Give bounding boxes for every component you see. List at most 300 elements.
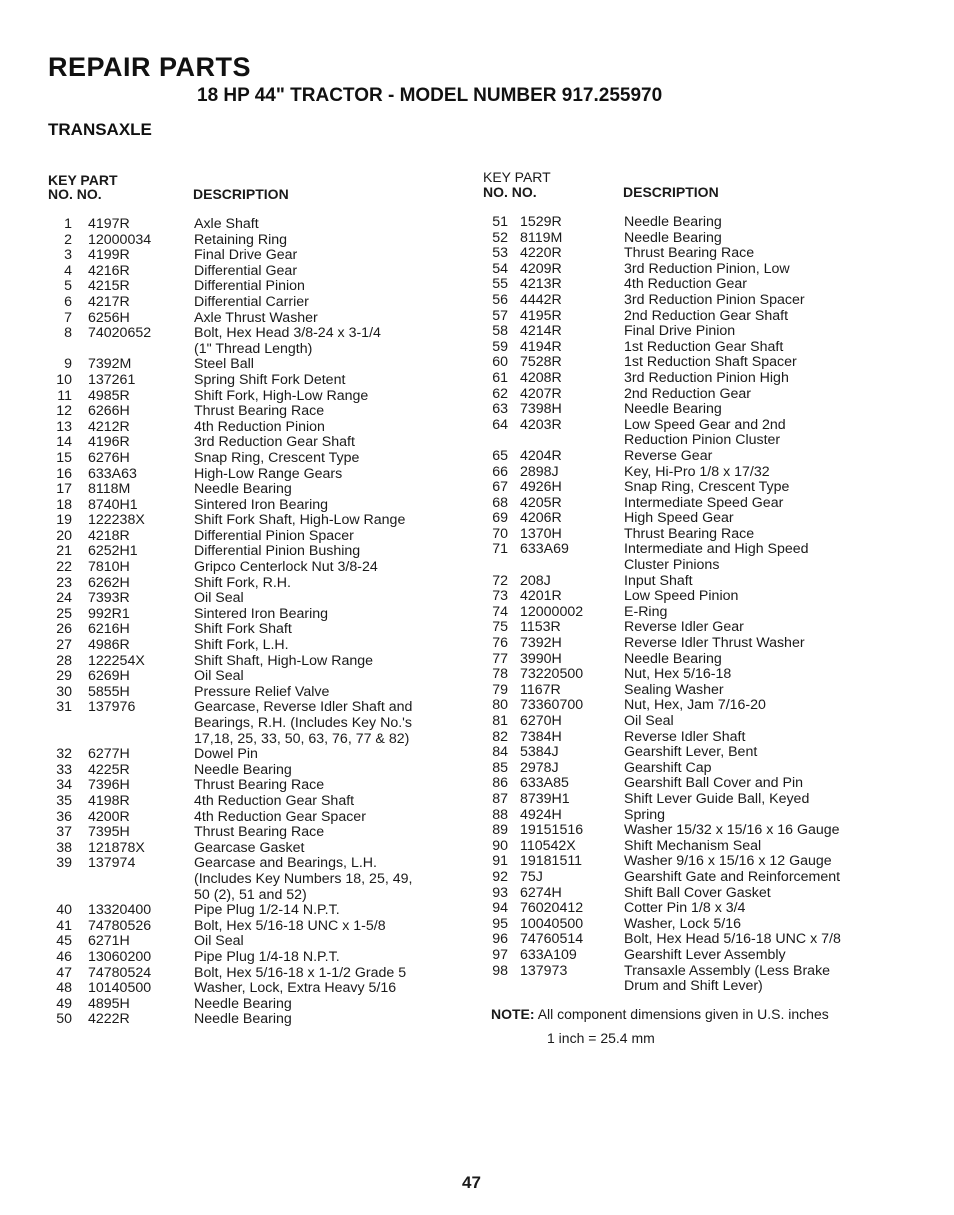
- parts-row-continuation: [477, 433, 954, 449]
- key-number: 78: [492, 666, 508, 683]
- part-description: Pressure Relief Valve: [194, 683, 330, 700]
- parts-row: [0, 217, 477, 233]
- part-description: Sintered Iron Bearing: [194, 605, 329, 622]
- key-number: 66: [492, 463, 508, 480]
- part-number: 6274H: [520, 884, 562, 901]
- key-number: 27: [56, 637, 72, 654]
- parts-row: [477, 620, 954, 636]
- part-number: 4196R: [88, 434, 130, 451]
- part-number: 4986R: [88, 637, 130, 654]
- part-number: 1370H: [520, 525, 562, 542]
- part-description: Nut, Hex 5/16-18: [624, 666, 732, 683]
- part-description: Gearcase and Bearings, L.H.: [194, 855, 377, 872]
- part-number: 4985R: [88, 387, 130, 404]
- part-description: Steel Ball: [194, 356, 254, 373]
- parts-row: [0, 420, 477, 436]
- key-number: 92: [492, 868, 508, 885]
- parts-row-continuation: [477, 979, 954, 995]
- key-number: 23: [56, 574, 72, 591]
- part-number: 4217R: [88, 293, 130, 310]
- part-number: 6216H: [88, 621, 130, 638]
- parts-row: [0, 482, 477, 498]
- part-description: Dowel Pin: [194, 746, 258, 763]
- parts-row: [477, 293, 954, 309]
- parts-row: [477, 231, 954, 247]
- part-description: Reverse Idler Gear: [624, 619, 744, 636]
- part-number: 74780524: [88, 964, 152, 981]
- parts-row: [0, 311, 477, 327]
- part-description: Shift Lever Guide Ball, Keyed: [624, 790, 810, 807]
- part-description: Axle Thrust Washer: [194, 309, 318, 326]
- part-number: 4194R: [520, 338, 562, 355]
- part-description: Low Speed Gear and 2nd: [624, 416, 786, 433]
- parts-row: [0, 981, 477, 997]
- parts-row: [0, 919, 477, 935]
- part-number: 137974: [88, 855, 136, 872]
- part-number: 5384J: [520, 744, 559, 761]
- part-description: Gearshift Cap: [624, 759, 712, 776]
- key-number: 65: [492, 447, 508, 464]
- parts-row: [477, 667, 954, 683]
- part-description: Thrust Bearing Race: [624, 245, 755, 262]
- part-description: Thrust Bearing Race: [624, 525, 755, 542]
- parts-row: [0, 810, 477, 826]
- parts-row: [477, 823, 954, 839]
- parts-row: [477, 745, 954, 761]
- note: [491, 1006, 829, 1022]
- parts-row: [477, 324, 954, 340]
- part-description: 3rd Reduction Pinion, Low: [624, 260, 790, 277]
- part-number: 137976: [88, 699, 136, 716]
- part-number: 8740H1: [88, 496, 138, 513]
- key-number: 35: [56, 792, 72, 809]
- part-description: 1st Reduction Gear Shaft: [624, 338, 784, 355]
- part-number: 4198R: [88, 792, 130, 809]
- parts-row: [0, 279, 477, 295]
- part-description: Needle Bearing: [624, 650, 722, 667]
- parts-row: [477, 808, 954, 824]
- part-description: Shift Fork, L.H.: [194, 637, 289, 654]
- key-number: 13: [56, 418, 72, 435]
- left-header-no-no: NO. NO.: [48, 186, 102, 202]
- part-description: Oil Seal: [194, 590, 244, 607]
- part-description: Shift Fork Shaft, High-Low Range: [194, 512, 406, 529]
- parts-row: [477, 792, 954, 808]
- part-number: 4206R: [520, 510, 562, 527]
- part-number: 4207R: [520, 385, 562, 402]
- parts-row: [0, 373, 477, 389]
- parts-row: [477, 309, 954, 325]
- part-number: 2978J: [520, 759, 559, 776]
- part-number: 633A69: [520, 541, 569, 558]
- part-description: E-Ring: [624, 603, 668, 620]
- key-number: 49: [56, 995, 72, 1012]
- parts-row-continuation: [0, 716, 477, 732]
- part-description: Needle Bearing: [194, 481, 292, 498]
- part-description: Sealing Washer: [624, 681, 724, 698]
- parts-row: [477, 277, 954, 293]
- part-number: 208J: [520, 572, 551, 589]
- part-number: 75J: [520, 868, 543, 885]
- part-number: 7528R: [520, 354, 562, 371]
- part-number: 122254X: [88, 652, 145, 669]
- right-header-no-no: NO. NO.: [483, 184, 537, 200]
- key-number: 87: [492, 790, 508, 807]
- parts-row: [477, 340, 954, 356]
- parts-row: [477, 371, 954, 387]
- key-number: 64: [492, 416, 508, 433]
- parts-row-continuation: [0, 872, 477, 888]
- part-description: Low Speed Pinion: [624, 588, 739, 605]
- part-description: Reverse Gear: [624, 447, 713, 464]
- parts-row: [0, 778, 477, 794]
- part-number: 4200R: [88, 808, 130, 825]
- part-description: Thrust Bearing Race: [194, 403, 325, 420]
- part-number: 4201R: [520, 588, 562, 605]
- part-number: 3990H: [520, 650, 562, 667]
- part-number: 6276H: [88, 449, 130, 466]
- parts-row: [0, 794, 477, 810]
- part-number: 4209R: [520, 260, 562, 277]
- part-number: 7396H: [88, 777, 130, 794]
- key-number: 90: [492, 837, 508, 854]
- key-number: 46: [56, 948, 72, 965]
- parts-row: [0, 560, 477, 576]
- key-number: 69: [492, 510, 508, 527]
- part-number: 1167R: [520, 681, 561, 698]
- key-number: 59: [492, 338, 508, 355]
- key-number: 21: [56, 543, 72, 560]
- parts-row: [477, 917, 954, 933]
- part-description: Drum and Shift Lever): [624, 978, 763, 995]
- part-number: 7398H: [520, 401, 562, 418]
- part-description: 4th Reduction Gear Spacer: [194, 808, 366, 825]
- part-description: 1st Reduction Shaft Spacer: [624, 354, 797, 371]
- part-description: Needle Bearing: [624, 401, 722, 418]
- part-description: 17,18, 25, 33, 50, 63, 76, 77 & 82): [194, 730, 410, 747]
- part-description: Oil Seal: [194, 668, 244, 685]
- key-number: 89: [492, 822, 508, 839]
- part-number: 4212R: [88, 418, 130, 435]
- part-description: Differential Pinion Bushing: [194, 543, 361, 560]
- part-number: 13060200: [88, 948, 152, 965]
- part-description: Sintered Iron Bearing: [194, 496, 329, 513]
- part-description: Cluster Pinions: [624, 557, 720, 574]
- parts-row: [0, 576, 477, 592]
- key-number: 33: [56, 761, 72, 778]
- part-description: Transaxle Assembly (Less Brake: [624, 962, 831, 979]
- part-number: 8119M: [520, 229, 563, 246]
- left-parts-list: [0, 217, 477, 1028]
- parts-row: [477, 683, 954, 699]
- part-description: Shift Shaft, High-Low Range: [194, 652, 374, 669]
- part-number: 6270H: [520, 713, 562, 729]
- part-description: 4th Reduction Gear Shaft: [194, 792, 355, 809]
- parts-row: [477, 886, 954, 902]
- parts-row: [477, 698, 954, 714]
- key-number: 16: [56, 465, 72, 482]
- part-number: 4442R: [520, 291, 562, 308]
- part-number: 4216R: [88, 262, 130, 279]
- key-number: 68: [492, 494, 508, 511]
- parts-row: [0, 295, 477, 311]
- key-number: 30: [56, 683, 72, 700]
- key-number: 58: [492, 323, 508, 340]
- part-number: 1153R: [520, 619, 561, 636]
- key-number: 50: [56, 1011, 72, 1028]
- parts-row: [0, 1012, 477, 1028]
- part-number: 12000034: [88, 231, 152, 248]
- key-number: 36: [56, 808, 72, 825]
- part-description: 4th Reduction Pinion: [194, 418, 325, 435]
- part-number: 7393R: [88, 590, 130, 607]
- key-number: 71: [492, 541, 508, 558]
- key-number: 57: [492, 307, 508, 324]
- part-number: 73220500: [520, 666, 584, 683]
- part-description: 2nd Reduction Gear Shaft: [624, 307, 789, 324]
- part-description: Needle Bearing: [624, 214, 722, 230]
- parts-row: [477, 511, 954, 527]
- parts-row: [0, 467, 477, 483]
- part-number: 4214R: [520, 323, 562, 340]
- key-number: 91: [492, 853, 508, 870]
- left-header-key-part: KEY PART: [48, 172, 118, 188]
- key-number: 28: [56, 652, 72, 669]
- parts-row: [477, 246, 954, 262]
- key-number: 62: [492, 385, 508, 402]
- key-number: 56: [492, 291, 508, 308]
- parts-row: [477, 854, 954, 870]
- key-number: 20: [56, 527, 72, 544]
- key-number: 76: [492, 635, 508, 652]
- part-description: High-Low Range Gears: [194, 465, 343, 482]
- parts-row: [0, 622, 477, 638]
- key-number: 10: [56, 371, 72, 388]
- part-number: 4204R: [520, 447, 562, 464]
- key-number: 26: [56, 621, 72, 638]
- part-number: 19151516: [520, 822, 584, 839]
- part-description: Oil Seal: [194, 933, 244, 950]
- part-number: 633A63: [88, 465, 137, 482]
- part-description: Needle Bearing: [624, 229, 722, 246]
- part-description: Gripco Centerlock Nut 3/8-24: [194, 559, 378, 576]
- key-number: 47: [56, 964, 72, 981]
- key-number: 84: [492, 744, 508, 761]
- parts-row: [0, 591, 477, 607]
- page-number: 47: [462, 1173, 481, 1192]
- part-number: 13320400: [88, 902, 152, 919]
- parts-row: [0, 856, 477, 872]
- part-number: 6252H1: [88, 543, 138, 560]
- part-number: 4215R: [88, 278, 130, 295]
- part-number: 4218R: [88, 527, 130, 544]
- part-description: Intermediate Speed Gear: [624, 494, 784, 511]
- parts-row: [477, 480, 954, 496]
- parts-row: [0, 233, 477, 249]
- part-number: 4225R: [88, 761, 130, 778]
- key-number: 60: [492, 354, 508, 371]
- part-number: 4895H: [88, 995, 130, 1012]
- key-number: 45: [56, 933, 72, 950]
- part-number: 121878X: [88, 839, 145, 856]
- parts-row-continuation: [0, 732, 477, 748]
- part-description: Gearshift Lever, Bent: [624, 744, 758, 761]
- part-number: 6271H: [88, 933, 130, 950]
- part-description: Washer 9/16 x 15/16 x 12 Gauge: [624, 853, 832, 870]
- key-number: 93: [492, 884, 508, 901]
- key-number: 67: [492, 479, 508, 496]
- part-number: 4195R: [520, 307, 562, 324]
- key-number: 81: [492, 713, 508, 729]
- part-number: 10140500: [88, 980, 152, 997]
- part-number: 6277H: [88, 746, 130, 763]
- part-description: Intermediate and High Speed: [624, 541, 809, 558]
- parts-row: [0, 248, 477, 264]
- parts-row: [0, 700, 477, 716]
- parts-row: [477, 527, 954, 543]
- part-number: 4203R: [520, 416, 562, 433]
- part-number: 4199R: [88, 247, 130, 264]
- parts-row: [0, 498, 477, 514]
- part-number: 4220R: [520, 245, 562, 262]
- part-description: Pipe Plug 1/2-14 N.P.T.: [194, 902, 340, 919]
- parts-row: [0, 638, 477, 654]
- part-description: Reverse Idler Thrust Washer: [624, 635, 805, 652]
- part-number: 6256H: [88, 309, 130, 326]
- key-number: 97: [492, 946, 508, 963]
- parts-row: [0, 451, 477, 467]
- key-number: 61: [492, 369, 508, 386]
- section-heading: TRANSAXLE: [48, 120, 152, 139]
- parts-row: [477, 496, 954, 512]
- parts-row: [477, 542, 954, 558]
- key-number: 7: [64, 309, 72, 326]
- part-number: 633A109: [520, 946, 577, 963]
- key-number: 96: [492, 931, 508, 948]
- part-description: Axle Shaft: [194, 216, 259, 232]
- part-description: Differential Gear: [194, 262, 298, 279]
- part-description: Washer, Lock 5/16: [624, 915, 741, 932]
- key-number: 2: [64, 231, 72, 248]
- part-description: Differential Pinion Spacer: [194, 527, 354, 544]
- part-description: Snap Ring, Crescent Type: [624, 479, 790, 496]
- part-number: 4213R: [520, 276, 562, 293]
- part-description: Key, Hi-Pro 1/8 x 17/32: [624, 463, 770, 480]
- key-number: 6: [64, 293, 72, 310]
- note-conversion: 1 inch = 25.4 mm: [547, 1030, 655, 1046]
- part-description: Needle Bearing: [194, 995, 292, 1012]
- key-number: 1: [64, 216, 72, 232]
- part-description: Gearshift Gate and Reinforcement: [624, 868, 841, 885]
- key-number: 38: [56, 839, 72, 856]
- part-description: Final Drive Gear: [194, 247, 298, 264]
- part-description: Spring: [624, 806, 666, 823]
- parts-row: [477, 714, 954, 730]
- part-description: 2nd Reduction Gear: [624, 385, 751, 402]
- key-number: 75: [492, 619, 508, 636]
- part-description: Pipe Plug 1/4-18 N.P.T.: [194, 948, 340, 965]
- key-number: 54: [492, 260, 508, 277]
- parts-row: [477, 574, 954, 590]
- parts-row: [477, 589, 954, 605]
- part-description: 3rd Reduction Pinion Spacer: [624, 291, 805, 308]
- key-number: 32: [56, 746, 72, 763]
- right-header-key-part: KEY PART: [483, 169, 551, 185]
- part-description: Cotter Pin 1/8 x 3/4: [624, 900, 746, 917]
- key-number: 82: [492, 728, 508, 745]
- part-number: 5855H: [88, 683, 130, 700]
- part-number: 137973: [520, 962, 568, 979]
- key-number: 74: [492, 603, 508, 620]
- key-number: 8: [64, 325, 72, 342]
- parts-row: [477, 964, 954, 980]
- key-number: 70: [492, 525, 508, 542]
- model-subtitle: 18 HP 44" TRACTOR - MODEL NUMBER 917.255970: [197, 85, 663, 106]
- parts-row: [477, 948, 954, 964]
- part-number: 76020412: [520, 900, 584, 917]
- key-number: 55: [492, 276, 508, 293]
- part-description: Bolt, Hex Head 5/16-18 UNC x 7/8: [624, 931, 841, 948]
- part-number: 6266H: [88, 403, 130, 420]
- part-description: Needle Bearing: [194, 761, 292, 778]
- parts-row: [0, 529, 477, 545]
- parts-row: [477, 355, 954, 371]
- part-description: Needle Bearing: [194, 1011, 292, 1028]
- parts-row: [477, 776, 954, 792]
- parts-row: [0, 669, 477, 685]
- parts-row: [0, 966, 477, 982]
- note-label: NOTE:: [491, 1006, 535, 1022]
- part-description: 50 (2), 51 and 52): [194, 886, 307, 903]
- part-number: 122238X: [88, 512, 145, 529]
- left-header-description: DESCRIPTION: [193, 186, 289, 202]
- part-number: 6269H: [88, 668, 130, 685]
- parts-row: [477, 387, 954, 403]
- parts-row: [0, 404, 477, 420]
- part-description: Gearshift Ball Cover and Pin: [624, 775, 804, 792]
- part-number: 74020652: [88, 325, 152, 342]
- part-number: 1529R: [520, 214, 562, 230]
- parts-row: [477, 262, 954, 278]
- key-number: 40: [56, 902, 72, 919]
- key-number: 48: [56, 980, 72, 997]
- part-number: 74780526: [88, 917, 152, 934]
- part-description: 3rd Reduction Gear Shaft: [194, 434, 355, 451]
- parts-row: [477, 605, 954, 621]
- part-number: 74760514: [520, 931, 584, 948]
- key-number: 41: [56, 917, 72, 934]
- parts-row: [477, 465, 954, 481]
- parts-row: [0, 357, 477, 373]
- part-description: Differential Pinion: [194, 278, 305, 295]
- key-number: 72: [492, 572, 508, 589]
- key-number: 51: [492, 214, 508, 230]
- page-title: REPAIR PARTS: [48, 52, 252, 82]
- part-description: (1" Thread Length): [194, 340, 313, 357]
- key-number: 18: [56, 496, 72, 513]
- key-number: 98: [492, 962, 508, 979]
- part-description: 4th Reduction Gear: [624, 276, 748, 293]
- part-description: Gearcase Gasket: [194, 839, 305, 856]
- part-number: 137261: [88, 371, 136, 388]
- part-description: Thrust Bearing Race: [194, 824, 325, 841]
- key-number: 19: [56, 512, 72, 529]
- key-number: 22: [56, 559, 72, 576]
- part-description: Shift Fork, High-Low Range: [194, 387, 369, 404]
- part-number: 8739H1: [520, 790, 570, 807]
- part-number: 4926H: [520, 479, 562, 496]
- part-number: 4205R: [520, 494, 562, 511]
